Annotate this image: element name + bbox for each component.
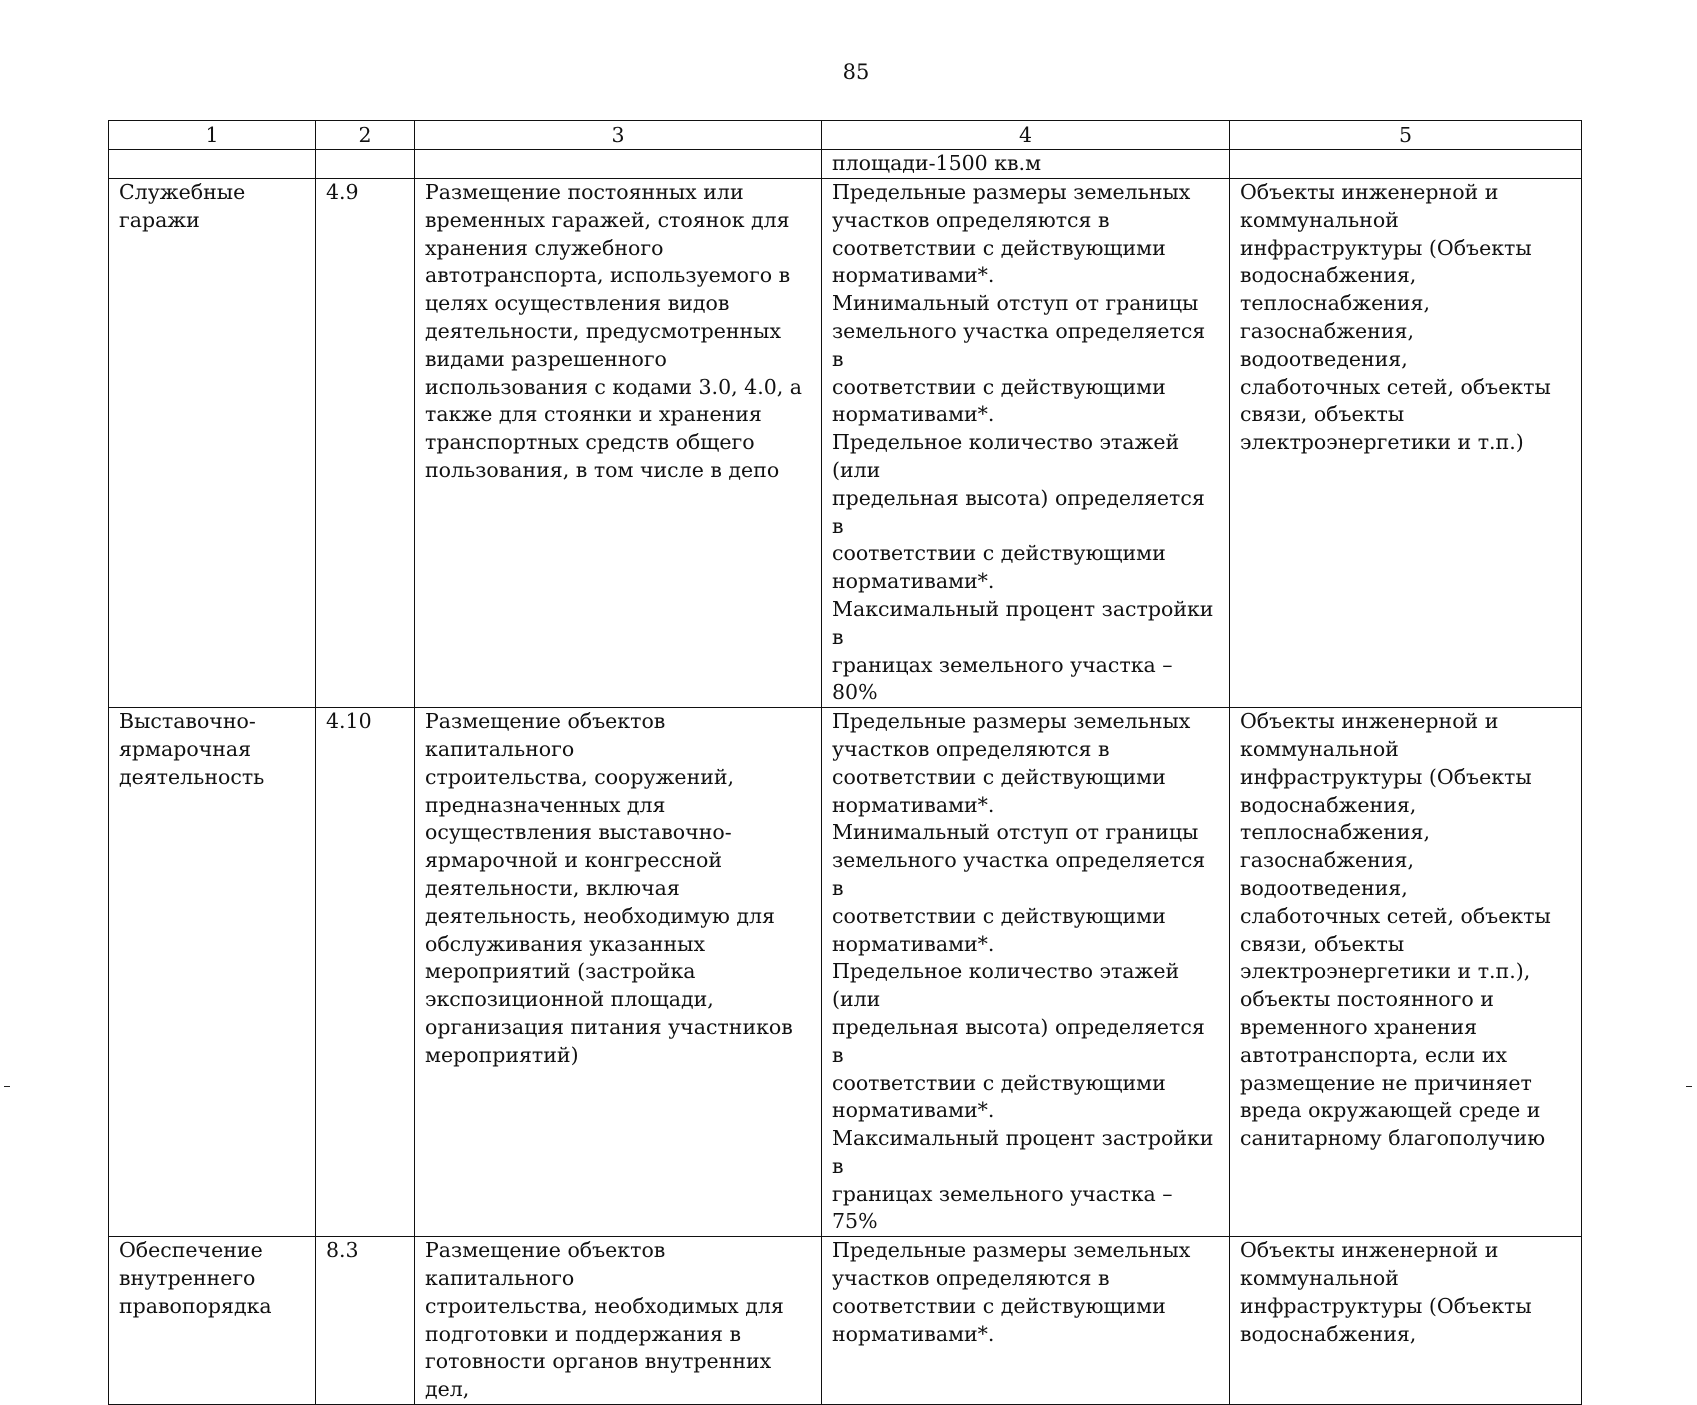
table-cell	[1230, 150, 1582, 179]
header-cell: 2	[316, 121, 415, 150]
use-name-cell: Выставочно- ярмарочная деятельность	[109, 708, 316, 1237]
use-description-cell: Размещение постоянных или временных гаражей, стоянок для хранения служебного автотранспорта, используемого в целях осуществления видов деятельности, предусмотренных видами разрешенного использования с кодами 3.0, 4.0, а также для стоянки и хранения транспортных средств общего пользования, в том числе в депо	[415, 179, 822, 708]
header-cell: 5	[1230, 121, 1582, 150]
parameters-cell: Предельные размеры земельных участков определяются в соответствии с действующими нормативами*. Минимальный отступ от границы земельного участка определяется в соответствии с действующими нормативами*. Предельное количество этажей (или предельная высота) определяется в соответствии с действующими нормативами*. Максимальный процент застройки в границах земельного участка – 75%	[822, 708, 1230, 1237]
table-row	[109, 1237, 1582, 1405]
table-cell: площади-1500 кв.м	[822, 150, 1230, 179]
table-row	[109, 179, 1582, 708]
header-cell: 1	[109, 121, 316, 150]
auxiliary-uses-cell: Объекты инженерной и коммунальной инфраструктуры (Объекты водоснабжения, теплоснабжения, газоснабжения, водоотведения, слаботочных сетей, объекты связи, объекты электроэнергетики и т.п.), объекты постоянного и временного хранения автотранспорта, если их размещение не причиняет вреда окружающей среде и санитарному благополучию	[1230, 708, 1582, 1237]
table-cell	[415, 150, 822, 179]
scan-edge-mark-right	[1686, 1086, 1692, 1087]
table-header-row	[109, 121, 1582, 150]
auxiliary-uses-cell: Объекты инженерной и коммунальной инфраструктуры (Объекты водоснабжения, теплоснабжения, газоснабжения, водоотведения, слаботочных сетей, объекты связи, объекты электроэнергетики и т.п.)	[1230, 179, 1582, 708]
use-description-cell: Размещение объектов капитального строительства, сооружений, предназначенных для осуществления выставочно- ярмарочной и конгрессной деятельности, включая деятельность, необходимую для обслуживания указанных мероприятий (застройка экспозиционной площади, организация питания участников мероприятий)	[415, 708, 822, 1237]
use-code-cell: 4.10	[316, 708, 415, 1237]
scan-edge-mark-left	[4, 1086, 10, 1087]
parameters-cell: Предельные размеры земельных участков определяются в соответствии с действующими нормативами*. Минимальный отступ от границы земельного участка определяется в соответствии с действующими нормативами*. Предельное количество этажей (или предельная высота) определяется в соответствии с действующими нормативами*. Максимальный процент застройки в границах земельного участка – 80%	[822, 179, 1230, 708]
parameters-cell: Предельные размеры земельных участков определяются в соответствии с действующими нормативами*.	[822, 1237, 1230, 1405]
table-cell	[316, 150, 415, 179]
zoning-table	[108, 120, 1582, 1405]
use-name-cell: Обеспечение внутреннего правопорядка	[109, 1237, 316, 1405]
use-code-cell: 8.3	[316, 1237, 415, 1405]
continuation-row	[109, 150, 1582, 179]
use-name-cell: Служебные гаражи	[109, 179, 316, 708]
header-cell: 3	[415, 121, 822, 150]
auxiliary-uses-cell: Объекты инженерной и коммунальной инфраструктуры (Объекты водоснабжения,	[1230, 1237, 1582, 1405]
use-code-cell: 4.9	[316, 179, 415, 708]
use-description-cell: Размещение объектов капитального строительства, необходимых для подготовки и поддержания в готовности органов внутренних дел,	[415, 1237, 822, 1405]
header-cell: 4	[822, 121, 1230, 150]
table-row	[109, 708, 1582, 1237]
page-number: 85	[842, 60, 870, 84]
table-cell	[109, 150, 316, 179]
